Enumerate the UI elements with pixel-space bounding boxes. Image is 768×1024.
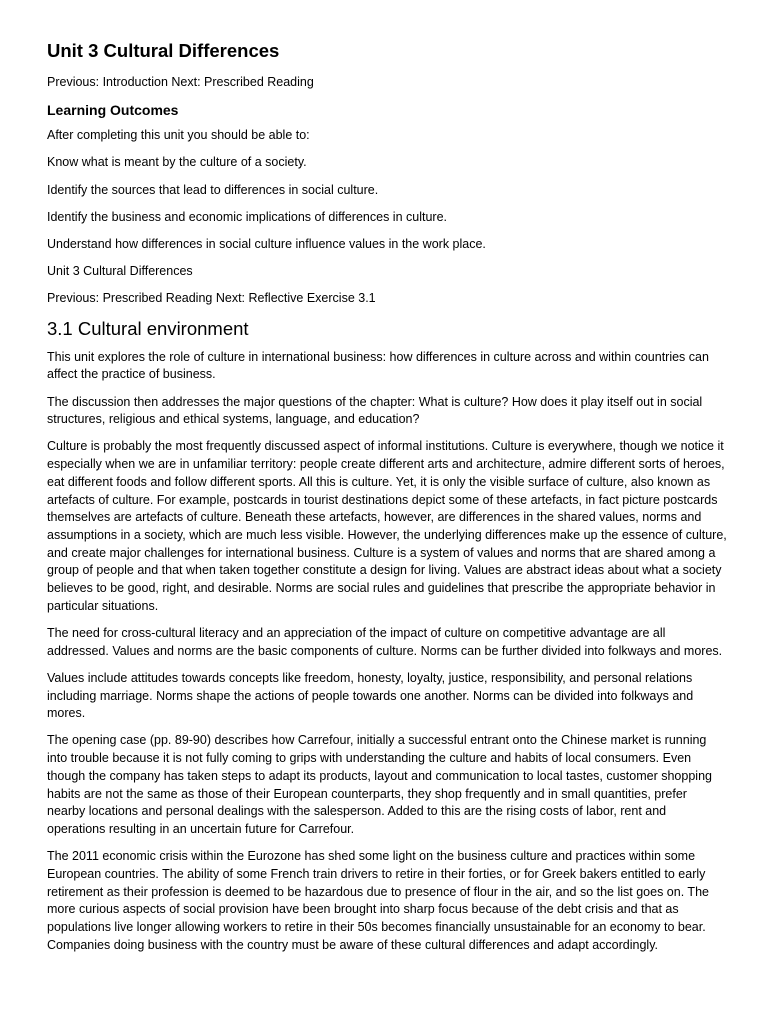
body-paragraph: The discussion then addresses the major questions of the chapter: What is culture? How does it play itself out in social structures, religious and ethical systems, language, and education? [47,394,703,427]
body-paragraph: The need for cross-cultural literacy and an appreciation of the impact of culture on competitive advantage are all addressed. Values and norms are the basic components of culture. Norms can be further divided into folkways and mores. [47,625,723,658]
body-paragraph: The 2011 economic crisis within the Eurozone has shed some light on the business culture and practices within some European countries. The ability of some French train drivers to retire in their forties, or for Greek bakers entitled to early retirement as their profession is deemed to be hazardous due to presence of flour in the air, and so the list goes on. The more curious aspects of social provision have been brought into sharp focus because of the debt crisis and that as populations live longer allowing workers to retire in their 50s becomes financially unsustainable for an economy to bear. Companies doing business with the country must be aware of these cultural differences and adapt accordingly. [47,849,709,952]
navigation-links-second[interactable]: Previous: Prescribed Reading Next: Reflective Exercise 3.1 [47,291,376,306]
body-paragraph: This unit explores the role of culture in international business: how differences in culture across and within countries can affect the practice of business. [47,349,709,382]
learning-outcomes-heading: Learning Outcomes [47,102,179,119]
body-paragraph: The opening case (pp. 89-90) describes how Carrefour, initially a successful entrant onto the Chinese market is running into trouble because it is not fully coming to grips with understanding the culture and habits of local consumers. Even though the company has taken steps to adapt its products, layout and communication to local tastes, customer shopping habits are not the same as those of their European counterparts, they shop frequently and in small quantities, prefer nearby locations and personal dealings with the salesperson. Added to this are the rising costs of labor, rent and operations resulting in an uncertain future for Carrefour. [47,733,712,836]
unit-title: Unit 3 Cultural Differences [47,40,280,61]
learning-outcome-item: Understand how differences in social culture influence values in the work place. [47,237,486,252]
body-paragraph: Values include attitudes towards concepts like freedom, honesty, loyalty, justice, responsibility, and personal relations including marriage. Norms shape the actions of people towards one another. Norms can be divided into folkways and mores. [47,670,694,721]
body-paragraph: Culture is probably the most frequently discussed aspect of informal institutions. Culture is everywhere, though we notice it especially when we are in unfamiliar territory: people create different arts and architecture, admire different sorts of heroes, eat different foods and follow different sports. All this is culture. Yet, it is only the visible surface of culture, also known as artefacts of culture. For example, postcards in tourist destinations depict some of these artefacts, in fact picture postcards themselves are artefacts of culture. Beneath these artefacts, however, are differences in the shared values, norms and assumptions in a society, which are much less visible. However, the underlying differences make up the essence of culture, and create major challenges for international business. Culture is a system of values and norms that are shared among a group of people and that when taken together constitute a design for living. Values are abstract ideas about what a society believes to be good, right, and desirable. Norms are social rules and guidelines that prescribe the appropriate behavior in particular situations. [47,439,727,613]
unit-title-repeat: Unit 3 Cultural Differences [47,264,193,279]
learning-outcome-item: Know what is meant by the culture of a society. [47,155,307,170]
learning-outcome-item: Identify the sources that lead to differences in social culture. [47,182,379,197]
document-content [47,40,727,964]
section-heading: 3.1 Cultural environment [47,317,249,339]
learning-outcomes-intro: After completing this unit you should be able to: [47,128,310,143]
learning-outcome-item: Identify the business and economic implications of differences in culture. [47,209,447,224]
navigation-links-top[interactable]: Previous: Introduction Next: Prescribed Reading [47,75,314,89]
